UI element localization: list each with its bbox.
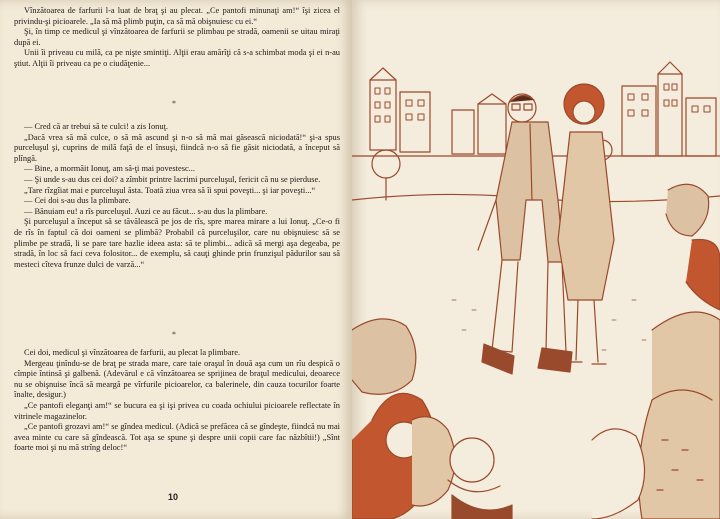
building-windows — [375, 84, 710, 122]
paragraph: Unii îi priveau cu milă, ca pe nişte smintiţi. Alţii erau amărîţi că s-a schimbat moda şi ei n-au ştiut. Alţii îi priveau ca pe o ciudăţenie... — [14, 48, 340, 68]
paragraph: „Ce pantofi eleganţi am!“ se bucura ea şi işi privea cu coada ochiului picioarele reflectate în vitrinele magazinelor. — [14, 400, 340, 421]
paragraph: „Ce pantofi grozavi am!“ se gîndea medicul. (Adică se prefăcea că se gîndeşte, fiindcă nu mai avea minte cu care să gîndească. Tot aşa se spune şi despre unii copii care fac năzbîtii!) „Sînt foarte moi şi nu mă strîng deloc!“ — [14, 422, 340, 453]
text-block-bottom — [14, 348, 340, 454]
illustration-couple-walking — [352, 0, 720, 519]
text-block-top — [14, 6, 340, 70]
section-separator: * — [172, 99, 176, 108]
paragraph: „Tare rîzgîiat mai e purceluşul ăsta. Toată ziua vrea să îi spui poveşti... şi iar poveşti...“ — [24, 185, 316, 195]
paragraph: — Şi unde s-au dus cei doi? a zîmbit printre lacrimi purceluşul, fericit că nu se pierduse. — [24, 174, 321, 184]
paragraph: Mergeau ţinîndu-se de braţ pe strada mare, care taie oraşul în două aşa cum un rîu despică o cîmpie întinsă şi galbenă. (Adevărul e că vînzătoarea se sprijinea de braţul medicului, deoarece nu se obişnuise încă să meargă pe vîrfurile picioarelor, ca balerinele, din cauza tocurilor foarte înalte, desigur.) — [14, 358, 340, 400]
right-page — [352, 0, 720, 519]
crowd-foreground — [352, 184, 720, 519]
left-page — [0, 0, 352, 519]
paragraph: — Cei doi s-au dus la plimbare. — [24, 196, 131, 206]
paragraph: Şi purceluşul a început să se tăvălească pe jos de rîs, spre marea mirare a lui Ionuţ. „Ce-o fi de rîs în faptul că doi oameni se plimbă? Probabil că purceluşilor, care nu obişnuiesc să se plimbe pe stradă, li se pare tare hazlie ideea asta: să te plimbi... adică să mergi aşa degeaba, pe stradă, în loc să faci ceva folositor... de exemplu, să cauţi ghinde prin frunzişul pădurilor sau să mesteci cîteva frunze dulci de varză...“ — [14, 217, 340, 269]
paragraph: Vînzătoarea de farfurii l-a luat de braţ şi au plecat. „Ce pantofi minunaţi am!“ îşi zicea el privindu-şi picioarele. „Ia să mă plimb puţin, ca să mă obişnuiesc cu ei.“ — [14, 6, 340, 26]
paragraph: — Bănuiam eu! a rîs purceluşul. Auzi ce au făcut... s-au dus la plimbare. — [24, 206, 268, 216]
woman-figure — [558, 84, 614, 364]
page-number: 10 — [168, 492, 179, 502]
paragraph: „Dacă vrea să mă culce, o să mă ascund şi n-o să mă mai găsească niciodată!“ şi-a spus purceluşul şi, cuprins de milă faţă de el însuşi, fiindcă n-o să fie găsit niciodată, a început să plîngă. — [14, 132, 340, 163]
paragraph: Cei doi, medicul şi vînzătoarea de farfurii, au plecat la plimbare. — [24, 348, 241, 357]
paragraph: — Bine, a mormăit Ionuţ, am să-ţi mai povestesc... — [24, 164, 195, 174]
paragraph: — Cred că ar trebui să te culci! a zis Ionuţ. — [24, 122, 168, 131]
section-separator: * — [172, 330, 176, 339]
man-figure — [478, 94, 572, 374]
text-block-middle — [14, 122, 340, 270]
paragraph: Şi, în timp ce medicul şi vînzătoarea de farfurii se plimbau pe stradă, oamenii se uitau miraţi după ei. — [14, 27, 340, 47]
